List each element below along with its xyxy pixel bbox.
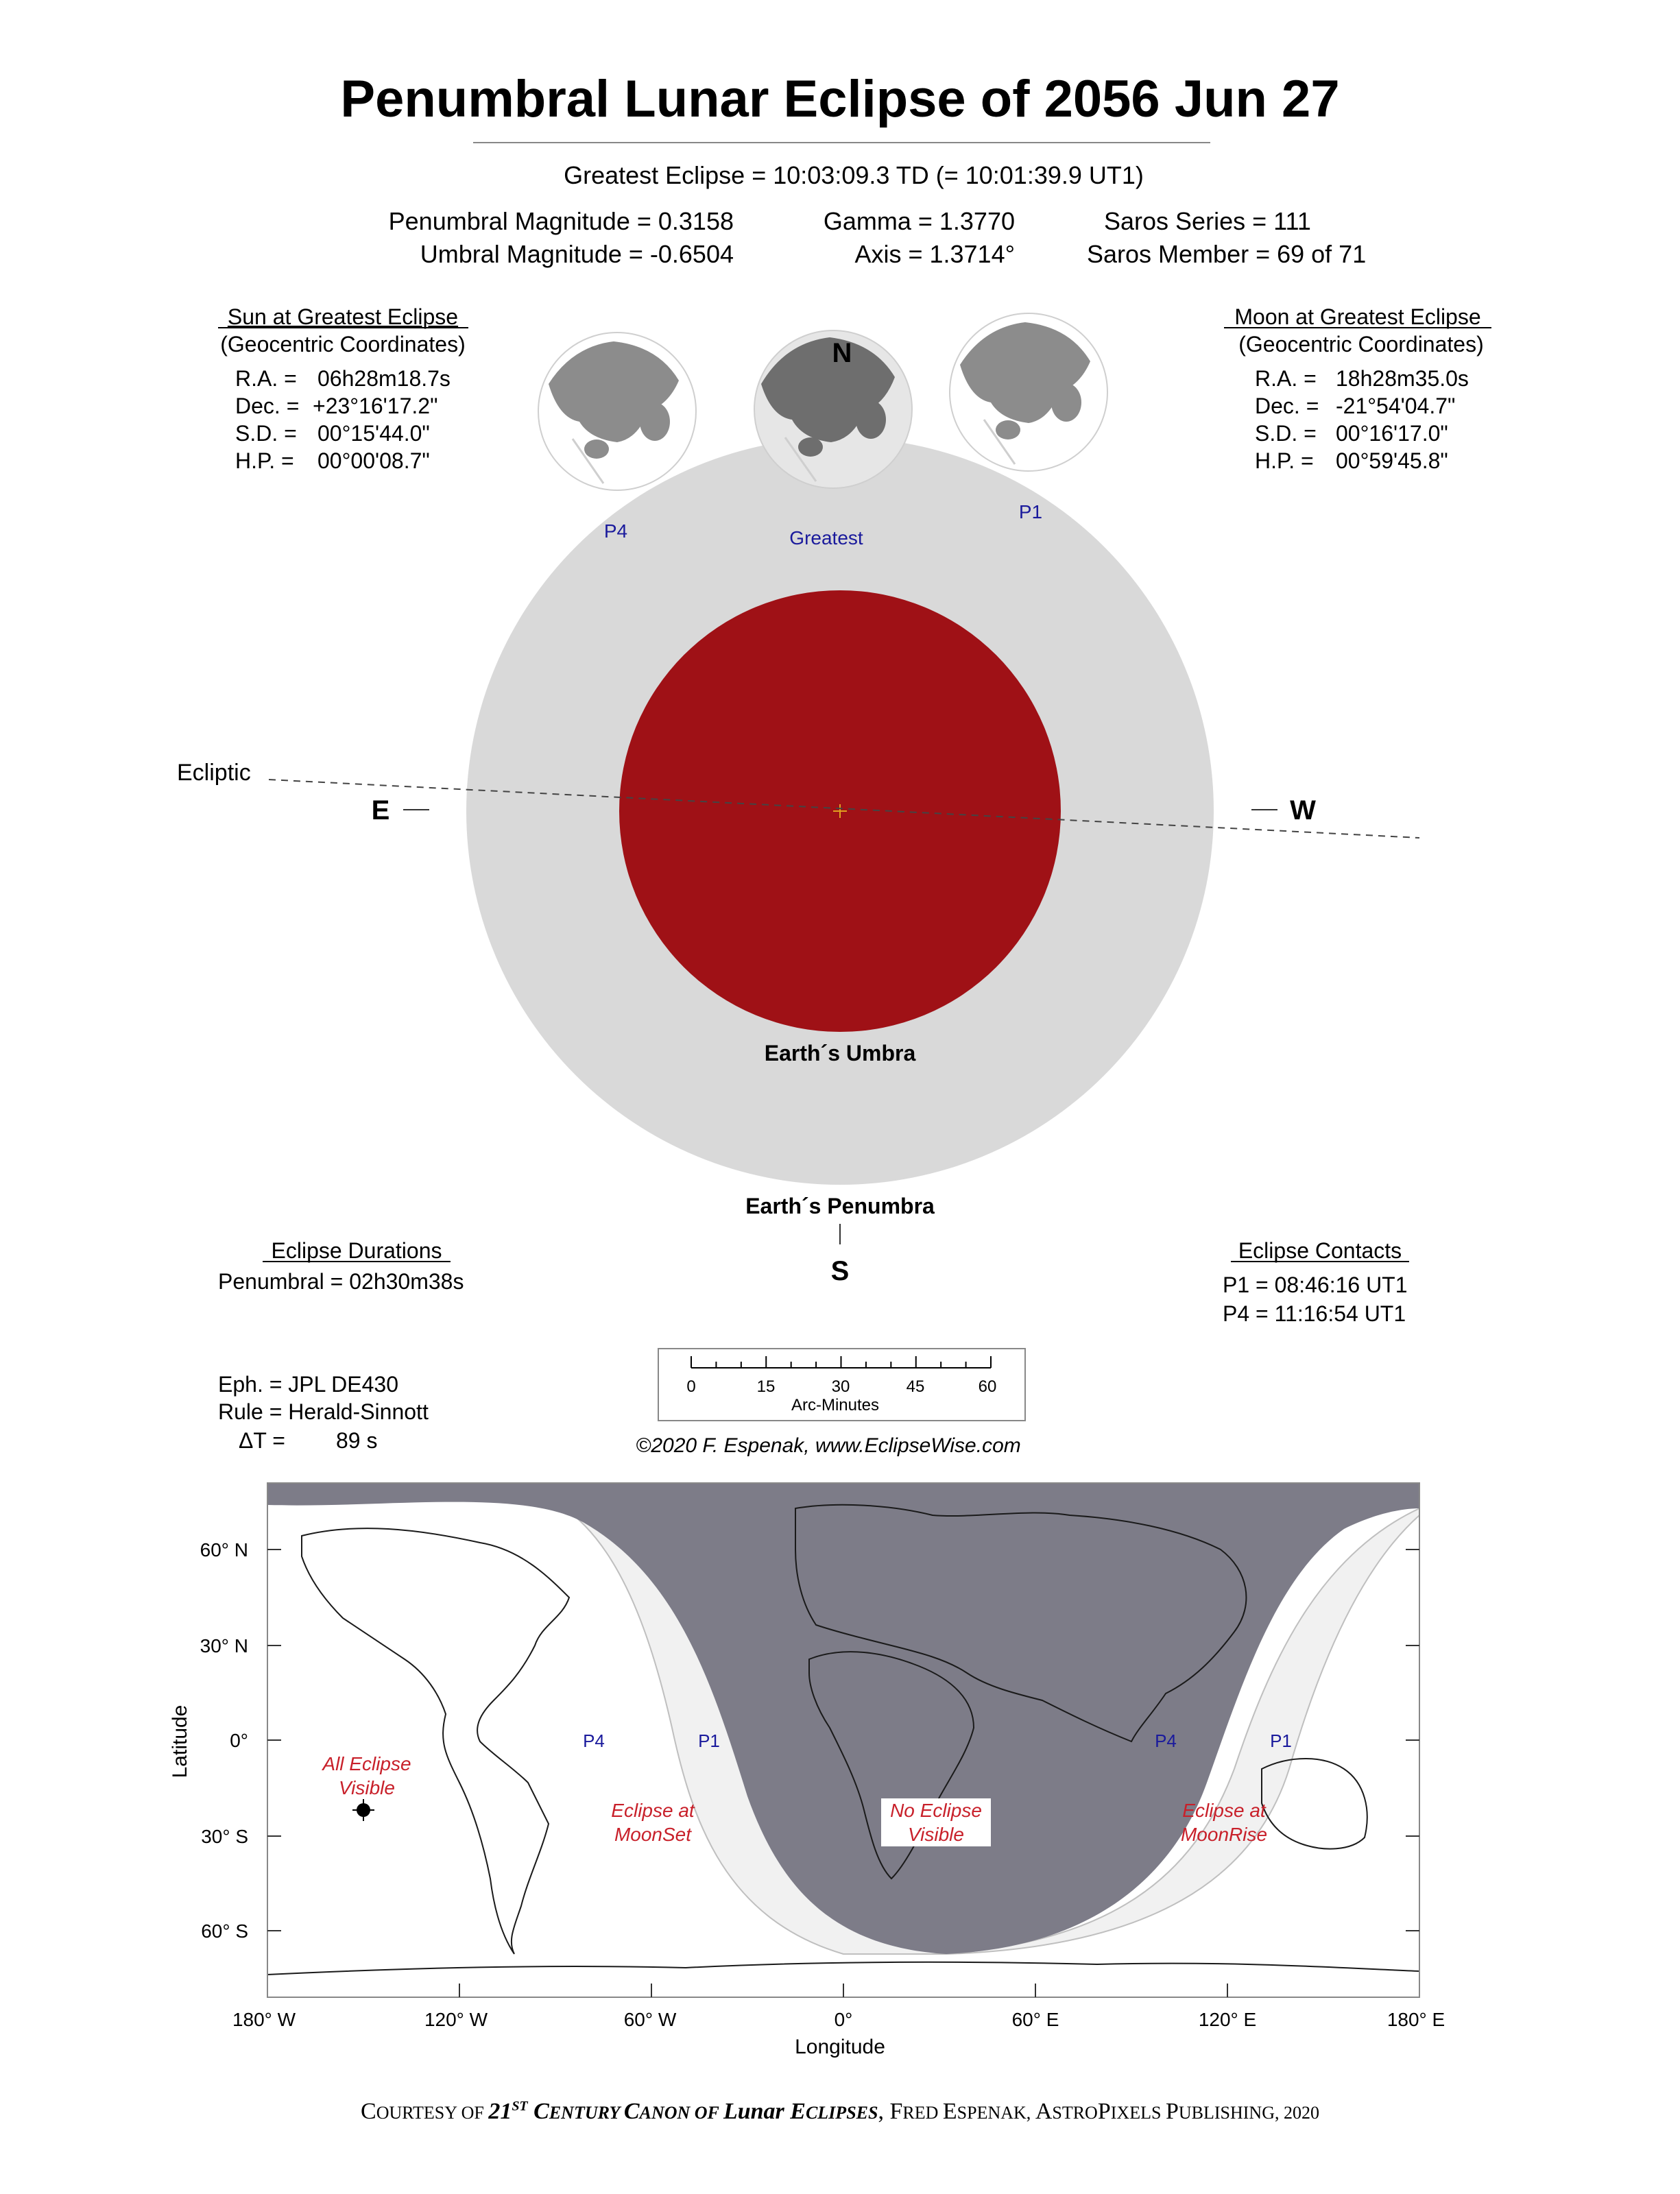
footer-part: C [527, 2099, 549, 2124]
durations-penumbral: Penumbral = 02h30m38s [218, 1269, 464, 1294]
scale-label: Arc-Minutes [791, 1396, 880, 1414]
lon-tick-0: 0° [834, 2009, 853, 2030]
sun-subheading: (Geocentric Coordinates) [220, 332, 466, 357]
south-label: S [830, 1256, 850, 1286]
moon-hp-value: 00°59'45.8" [1336, 448, 1448, 473]
footer-part: STRO [1052, 2103, 1098, 2123]
lon-tick-60w: 60° W [623, 2009, 677, 2030]
footer-part: ST [512, 2099, 528, 2114]
page-title: Penumbral Lunar Eclipse of 2056 Jun 27 [340, 70, 1340, 128]
north-label: N [832, 338, 852, 368]
footer-credit [361, 2099, 1319, 2124]
moonrise-line1: Eclipse at [1182, 1800, 1266, 1821]
gamma: Gamma = 1.3770 [823, 207, 1015, 235]
moon-ra-value: 18h28m35.0s [1336, 366, 1469, 391]
saros-member: Saros Member = 69 of 71 [1087, 240, 1367, 268]
sun-coordinates [235, 366, 451, 473]
arc-minute-scale [658, 1349, 1025, 1421]
delta-t-value: 89 s [336, 1428, 378, 1453]
map-p1-east: P1 [1270, 1731, 1292, 1751]
footer-part: A [1035, 2099, 1053, 2124]
east-label: E [371, 795, 390, 825]
footer-part: E [790, 2099, 806, 2124]
delta-t-label: ΔT = [239, 1428, 285, 1453]
lat-tick-30s: 30° S [201, 1826, 248, 1847]
scale-tick-0: 0 [686, 1377, 696, 1396]
moonset-line1: Eclipse at [611, 1800, 695, 1821]
moonrise-line2: MoonRise [1180, 1824, 1268, 1845]
lat-tick-30n: 30° N [200, 1635, 248, 1656]
lat-tick-60s: 60° S [201, 1920, 248, 1942]
footer-part: L [723, 2099, 738, 2124]
moon-p4 [538, 333, 696, 490]
no-eclipse-line1: No Eclipse [890, 1800, 982, 1821]
moon-subheading: (Geocentric Coordinates) [1238, 332, 1484, 357]
durations-heading: Eclipse Durations [271, 1238, 442, 1263]
diagram-p4-label: P4 [603, 520, 628, 542]
moon-sd-label: S.D. = [1255, 421, 1317, 446]
sun-heading: Sun at Greatest Eclipse [227, 304, 459, 329]
map-xlabel: Longitude [795, 2036, 885, 2058]
footer-part: ANON OF [639, 2103, 723, 2123]
footer-part: ENTURY [549, 2103, 624, 2123]
sun-sd-label: S.D. = [235, 421, 297, 446]
all-visible-line2: Visible [339, 1777, 395, 1798]
footer-part: unar [737, 2099, 791, 2124]
footer-part: C [361, 2099, 376, 2124]
moon-sd-value: 00°16'17.0" [1336, 421, 1448, 446]
scale-tick-15: 15 [756, 1377, 776, 1396]
map-p4-east: P4 [1155, 1731, 1177, 1751]
lon-tick-180w: 180° W [232, 2009, 296, 2030]
footer-part: P [1097, 2099, 1111, 2124]
copyright: ©2020 F. Espenak, www.EclipseWise.com [636, 1434, 1021, 1457]
moon-heading: Moon at Greatest Eclipse [1234, 304, 1481, 329]
lon-tick-120w: 120° W [424, 2009, 488, 2030]
all-visible-line1: All Eclipse [322, 1753, 411, 1774]
moon-p1 [950, 313, 1107, 471]
visibility-map [267, 1483, 1419, 1997]
footer-part: UBLISHING, 2020 [1178, 2103, 1319, 2123]
sun-ra-label: R.A. = [235, 366, 297, 391]
sun-dec-label: Dec. = [235, 394, 300, 418]
sun-ra-value: 06h28m18.7s [317, 366, 451, 391]
moon-ra-label: R.A. = [1255, 366, 1317, 391]
axis: Axis = 1.3714° [854, 240, 1015, 268]
lat-tick-0: 0° [230, 1730, 248, 1751]
west-label: W [1290, 795, 1316, 825]
no-eclipse-line2: Visible [908, 1824, 964, 1845]
contact-p1: P1 = 08:46:16 UT1 [1223, 1273, 1408, 1297]
footer-part: E [942, 2099, 957, 2124]
lat-tick-60n: 60° N [200, 1539, 248, 1560]
footer-part: IXELS [1110, 2103, 1166, 2123]
sun-hp-value: 00°00'08.7" [317, 448, 430, 473]
moon-dec-label: Dec. = [1255, 394, 1319, 418]
footer-part: RED [902, 2103, 943, 2123]
diagram-greatest-label: Greatest [789, 527, 863, 548]
saros-series: Saros Series = 111 [1104, 207, 1311, 235]
moon-hp-label: H.P. = [1255, 448, 1314, 473]
contact-p4: P4 = 11:16:54 UT1 [1223, 1301, 1406, 1326]
footer-part: OURTESY OF [376, 2103, 489, 2123]
footer-part: C [623, 2099, 640, 2124]
map-ylabel: Latitude [169, 1704, 191, 1779]
sun-sd-value: 00°15'44.0" [317, 421, 430, 446]
lon-tick-120e: 120° E [1198, 2009, 1257, 2030]
ecliptic-label: Ecliptic [177, 760, 251, 786]
lon-tick-180e: 180° E [1387, 2009, 1445, 2030]
moon-dec-value: -21°54'04.7" [1336, 394, 1456, 418]
scale-tick-45: 45 [906, 1377, 925, 1396]
lon-tick-60e: 60° E [1011, 2009, 1059, 2030]
moon-coordinates [1255, 366, 1469, 473]
footer-part: P [1165, 2099, 1179, 2124]
umbral-magnitude: Umbral Magnitude = -0.6504 [420, 240, 734, 268]
umbra-label: Earth´s Umbra [764, 1041, 916, 1065]
greatest-eclipse: Greatest Eclipse = 10:03:09.3 TD (= 10:01:39.9 UT1) [564, 161, 1144, 189]
map-p1-west: P1 [698, 1731, 720, 1751]
footer-part: SPENAK, [957, 2103, 1035, 2123]
contacts-heading: Eclipse Contacts [1238, 1238, 1402, 1263]
footer-part: 21 [488, 2099, 512, 2124]
penumbral-magnitude: Penumbral Magnitude = 0.3158 [388, 207, 734, 235]
sun-hp-label: H.P. = [235, 448, 294, 473]
ephemeris: Eph. = JPL DE430 [218, 1372, 398, 1397]
footer-part: CLIPSES [805, 2103, 878, 2123]
moonset-line2: MoonSet [614, 1824, 692, 1845]
penumbra-label: Earth´s Penumbra [745, 1194, 935, 1218]
map-p4-west: P4 [583, 1731, 605, 1751]
scale-tick-30: 30 [831, 1377, 850, 1396]
rule: Rule = Herald-Sinnott [218, 1399, 429, 1424]
sun-dec-value: +23°16'17.2" [313, 394, 438, 418]
scale-tick-60: 60 [978, 1377, 997, 1396]
diagram-p1-label: P1 [1018, 501, 1043, 522]
footer-part: , F [878, 2099, 903, 2124]
